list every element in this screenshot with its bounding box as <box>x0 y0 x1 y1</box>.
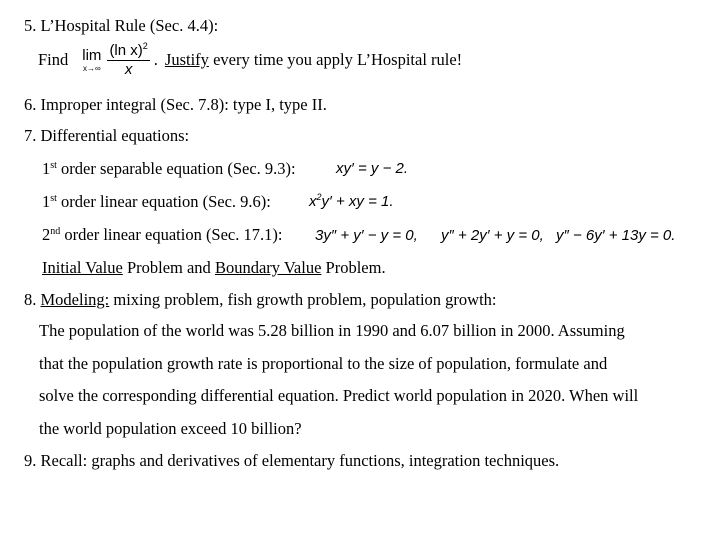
modeling-term: Modeling: <box>40 290 110 309</box>
justify-rest: every time you apply L’Hospital rule! <box>208 50 463 69</box>
initial-value-term: Initial Value <box>42 258 123 277</box>
lim-word: lim <box>82 46 102 64</box>
find-period: . <box>153 50 158 69</box>
item9-text: 9. Recall: graphs and derivatives of elementary functions, integration techniques. <box>24 451 560 470</box>
second-order-linear: 2nd order linear equation (Sec. 17.1): <box>42 225 283 244</box>
limit-operator <box>82 48 101 73</box>
find-label: Find <box>38 50 69 69</box>
justify-word: Justify <box>164 50 209 69</box>
boundary-value-term: Boundary Value <box>214 258 322 277</box>
linear-equation: $x^2y'$ + xy = 1. <box>309 192 394 210</box>
item5-find-line <box>38 40 462 80</box>
population-paragraph-line-2: that the population growth rate is proportional to the size of population, formulate and <box>39 354 608 373</box>
item5-heading: 5. L’Hospital Rule (Sec. 4.4): <box>24 16 219 35</box>
population-paragraph-line-1: The population of the world was 5.28 billion in 1990 and 6.07 billion in 2000. Assuming <box>39 321 625 340</box>
lim-subscript: x→∞ <box>83 63 101 73</box>
population-paragraph-line-3: solve the corresponding differential equation. Predict world population in 2020. When will <box>39 386 639 405</box>
population-paragraph-line-4: the world population exceed 10 billion? <box>39 419 302 438</box>
second-order-equation-3: y″ − 6y′ + 13y = 0. <box>556 227 676 244</box>
second-order-equation-1: 3y″ + y′ − y = 0, <box>315 227 418 244</box>
item7-heading: 7. Differential equations: <box>24 126 190 145</box>
fraction-numerator: (ln x)$^2$ <box>109 40 148 59</box>
ivp-bvp-line: Initial Value Problem and Boundary Value Problem. <box>42 258 386 277</box>
fraction-denominator: x <box>124 60 133 78</box>
separable-equation: xy′ = y − 2. <box>336 160 409 177</box>
item6-text: 6. Improper integral (Sec. 7.8): type I, type II. <box>24 95 327 114</box>
limit-fraction <box>107 42 149 79</box>
item8-heading: 8. Modeling: mixing problem, fish growth problem, population growth: <box>24 290 497 309</box>
second-order-equation-2: y″ + 2y′ + y = 0, <box>441 227 544 244</box>
first-order-linear: 1st order linear equation (Sec. 9.6): <box>42 192 271 211</box>
first-order-separable: 1st order separable equation (Sec. 9.3): <box>42 159 296 178</box>
